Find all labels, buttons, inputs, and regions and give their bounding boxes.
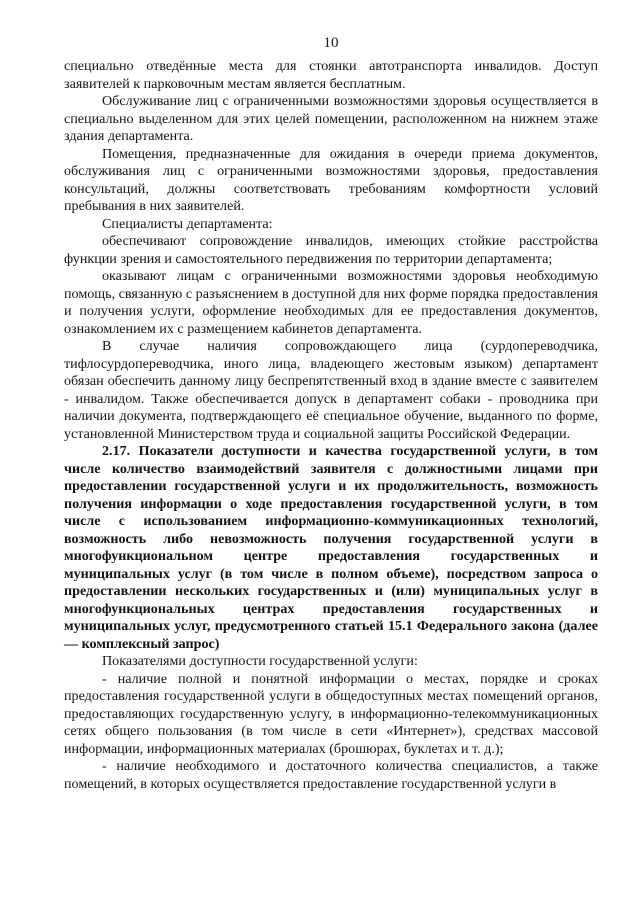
paragraph-escort: обеспечивают сопровождение инвалидов, имеющих стойкие расстройства функции зрения и самостоятельного передвижения по территории департамента; xyxy=(64,233,598,267)
document-body xyxy=(64,58,598,793)
paragraph-waiting-rooms: Помещения, предназначенные для ожидания в очереди приема документов, обслуживания лиц с ограниченными возможностями здоровья, предоставления консультаций, должны соответствовать требованиям комфортности условий пребывания в них заявителей. xyxy=(64,145,598,214)
paragraph-parking: специально отведённые места для стоянки автотранспорта инвалидов. Доступ заявителей к парковочным местам является бесплатным. xyxy=(64,58,598,92)
page-number: 10 xyxy=(323,35,339,51)
paragraph-service-room: Обслуживание лиц с ограниченными возможностями здоровья осуществляется в специально выделенном для этих целей помещении, расположенном на нижнем этаже здания департамента. xyxy=(64,93,598,144)
paragraph-assistance: оказывают лицам с ограниченными возможностями здоровья необходимую помощь, связанную с разъяснением в доступной для них форме порядка предоставления и получения услуги, оформление необходимых для ее предоставления документов, ознакомлением их с размещением кабинетов департамента. xyxy=(64,268,598,337)
section-heading-2-17: 2.17. Показатели доступности и качества государственной услуги, в том числе количество взаимодействий заявителя с должностными лицами при предоставлении государственной услуги и их продолжительность, возможность получения информации о ходе предоставления государственной услуги, в том числе с использованием информационно-коммуникационных технологий, возможность либо невозможность получения государственной услуги в многофункциональном центре предоставления государственных и муниципальных услуг (в том числе в полном объеме), посредством запроса о предоставлении нескольких государственных и (или) муниципальных услуг в многофункциональных центрах предоставления государственных и муниципальных услуг, предусмотренного статьей 15.1 Федерального закона (далее — комплексный запрос) xyxy=(64,443,598,652)
list-item-information: - наличие полной и понятной информации о местах, порядке и сроках предоставления государственной услуги в общедоступных местах помещений органов, предоставляющих государственную услугу, в информационно-телекоммуникационных сетях общего пользования (в том числе в сети «Интернет»), средствах массовой информации, информационных материалах (брошюрах, буклетах и т. д.); xyxy=(64,670,598,757)
paragraph-specialists-heading: Специалисты департамента: xyxy=(102,215,273,232)
paragraph-accessibility-indicators: Показателями доступности государственной услуги: xyxy=(102,653,418,669)
list-item-specialists: - наличие необходимого и достаточного количества специалистов, а также помещений, в которых осуществляется предоставление государственной услуги в xyxy=(64,758,598,792)
paragraph-accompanying-person: В случае наличия сопровождающего лица (сурдопереводчика, тифлосурдопереводчика, иного лица, владеющего жестовым языком) департамент обязан обеспечить данному лицу беспрепятственный вход в здание вместе с заявителем - инвалидом. Также обеспечивается допуск в департамент собаки - проводника при наличии документа, подтверждающего её специальное обучение, выданного по форме, установленной Министерством труда и социальной защиты Российской Федерации. xyxy=(64,338,598,442)
